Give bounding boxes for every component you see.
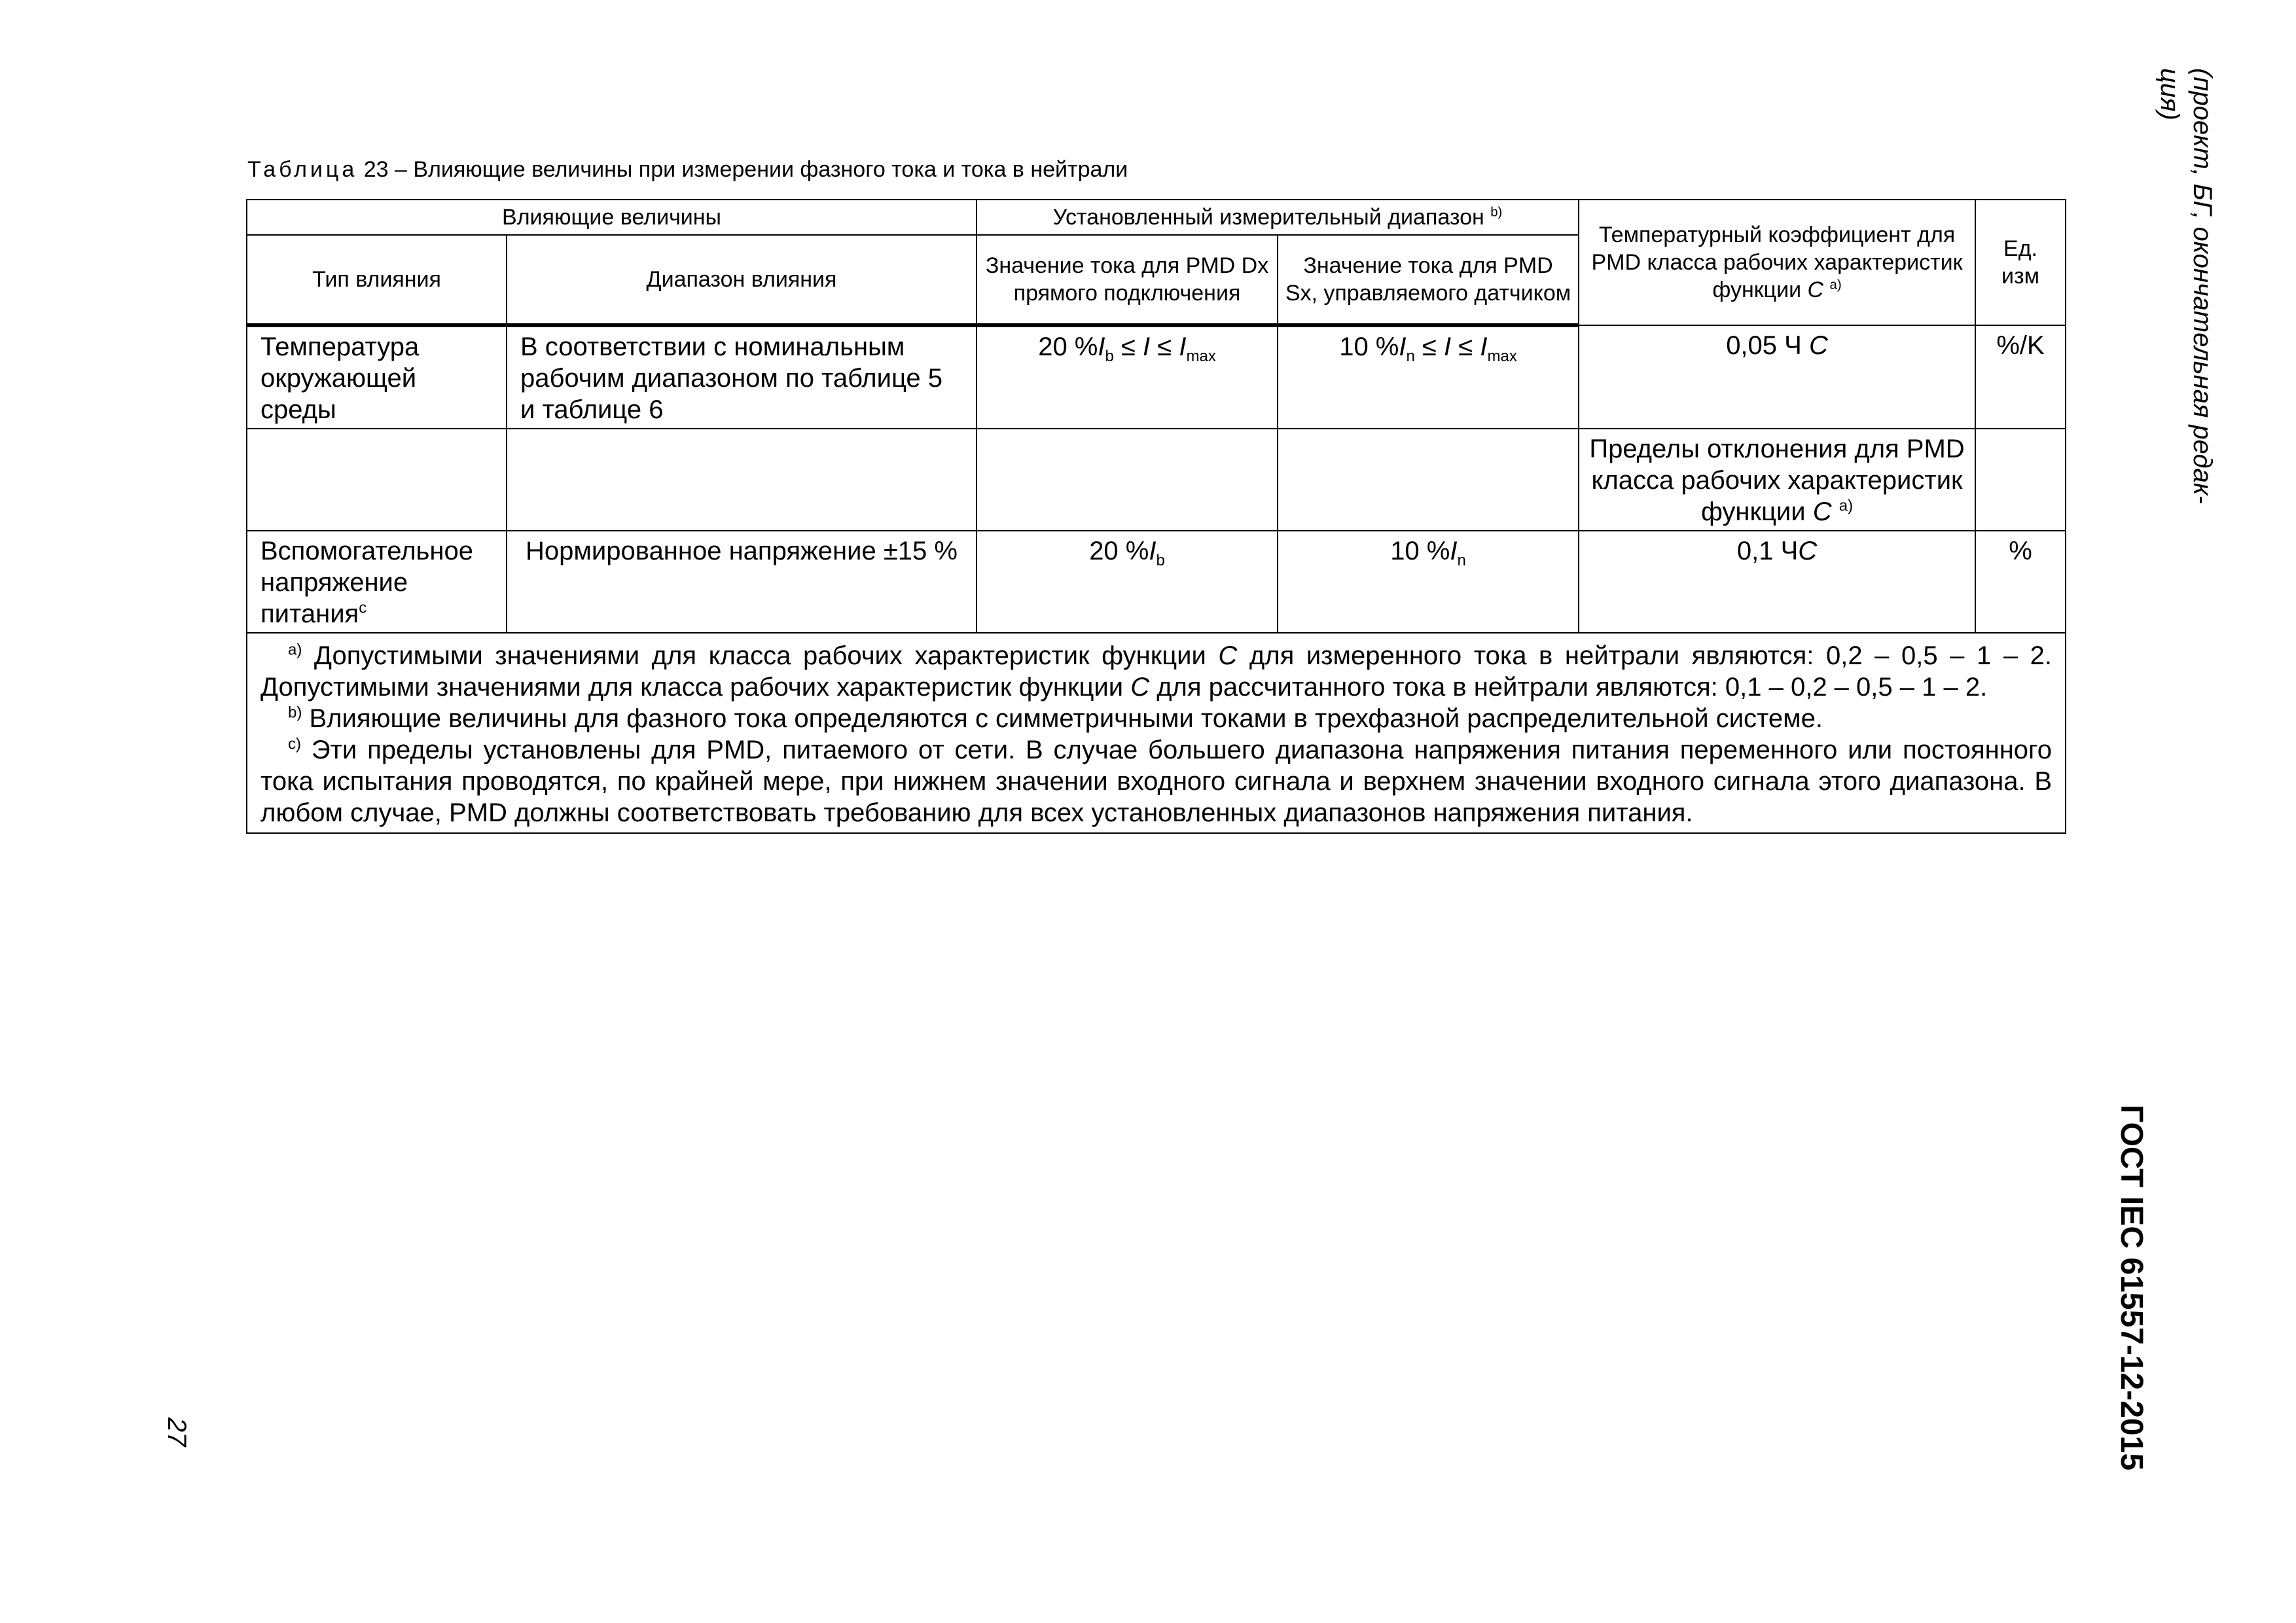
table-caption-text: 23 – Влияющие величины при измерении фазного тока и тока в нейтрали — [357, 157, 1128, 182]
cell-unit: % — [1975, 531, 2066, 633]
cell-empty — [507, 429, 977, 531]
standard-designation: ГОСТ IEC 61557-12-2015 — [2114, 1105, 2149, 1471]
note-mark-b: b) — [1490, 205, 1503, 220]
footnote-a: $^{a)}$ Допустимыми значениями для класса рабочих характеристик функции C для измеренного тока в нейтрали являются: 0,2 – 0,5 – 1 – 2. Допустимыми значениями для класса рабочих характеристик функции C для рассчитанного тока в нейтрали являются: 0,1 – 0,2 – 0,5 – 1 – 2. — [260, 641, 2053, 702]
header-measuring-range: Установленный измерительный диапазон $^{b)}$ — [977, 200, 1579, 235]
note-mark-a: a) — [1829, 277, 1842, 293]
header-influence-quantities: Влияющие величины — [247, 200, 977, 235]
table-row-temperature — [247, 325, 2066, 429]
header-range: Диапазон влияния — [507, 235, 977, 325]
cell-sx-current: 10 $\%I_n \le I \le I_{max}$ — [1278, 325, 1579, 429]
cell-temp-value: 0,05 Ч C — [1579, 325, 1975, 429]
header-type: Тип влияния — [247, 235, 507, 325]
table-row-aux-supply — [247, 531, 2066, 633]
cell-dx-current: 20 $\%I_b$ — [977, 531, 1278, 633]
cell-dx-current: 20 $\%I_b \le I \le I_{max}$ — [977, 325, 1278, 429]
cell-type: Температура окружающей среды — [247, 325, 507, 429]
table-row-footnotes — [247, 633, 2066, 833]
footnote-c: $^{c)}$ Эти пределы установлены для PMD, питаемого от сети. В случае большего диапазона напряжения питания переменного или постоянного тока испытания проводятся, по крайней мере, при нижнем значении входного сигнала и верхнем значении входного сигнала этого диапазона. В любом случае, PMD должны соответствовать требованию для всех установленных диапазонов напряжения питания. — [260, 735, 2053, 827]
footnotes — [247, 633, 2066, 833]
header-temp-coefficient: Температурный коэффициент для PMD класса рабочих характеристик функции C $^{a)}$ — [1579, 200, 1975, 325]
cell-unit: %/K — [1975, 325, 2066, 429]
header-sx-current: Значение тока для PMD Sx, управляемого датчиком — [1278, 235, 1579, 325]
cell-empty — [1278, 429, 1579, 531]
cell-empty — [1975, 429, 2066, 531]
cell-limit-value: 0,1 ЧC — [1579, 531, 1975, 633]
edition-note-line-2: ция) — [2155, 68, 2184, 120]
cell-range: В соответствии с номинальным рабочим диапазоном по таблице 5 и таблице 6 — [507, 325, 977, 429]
table-caption-word: Таблица — [247, 157, 358, 182]
page-number: 27 — [162, 1418, 191, 1447]
cell-sx-current: 10 $\%I_n$ — [1278, 531, 1579, 633]
influence-table — [246, 199, 2066, 834]
header-unit: Ед. изм — [1975, 200, 2066, 325]
header-row-1 — [247, 200, 2066, 235]
cell-type: Вспомогательное напряжение питания$^c$ — [247, 531, 507, 633]
table-row-limits — [247, 429, 2066, 531]
cell-range: Нормированное напряжение ±15 % — [507, 531, 977, 633]
table-caption — [247, 157, 1128, 183]
cell-empty — [247, 429, 507, 531]
cell-limits-header: Пределы отклонения для PMD класса рабочих характеристик функции C $^{a)}$ — [1579, 429, 1975, 531]
footnote-b: $^{b)}$ Влияющие величины для фазного тока определяются с симметричными токами в трехфазной распределительной системе. — [288, 704, 1823, 733]
edition-note-line-1: (проект, БГ, окончательная редак- — [2188, 68, 2217, 505]
header-dx-current: Значение тока для PMD Dx прямого подключения — [977, 235, 1278, 325]
edition-note — [2153, 68, 2219, 505]
cell-empty — [977, 429, 1278, 531]
